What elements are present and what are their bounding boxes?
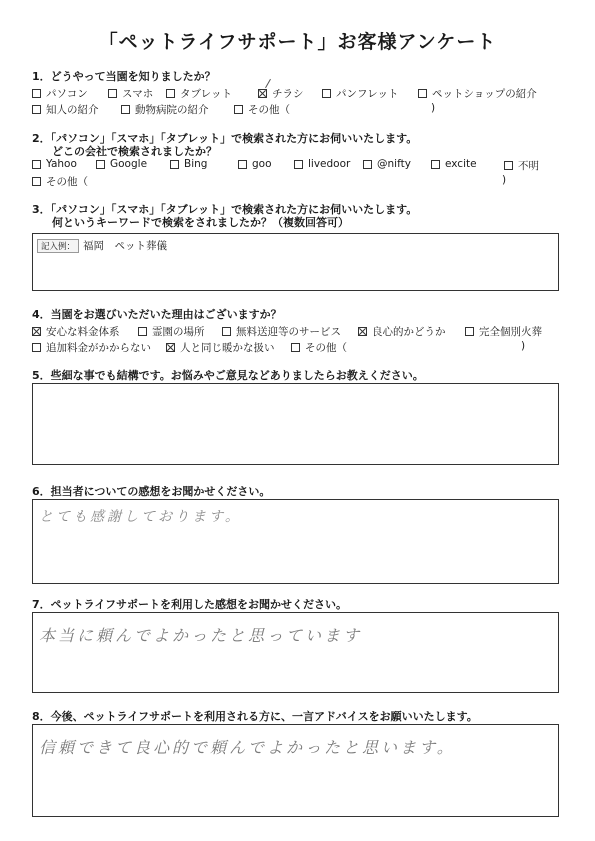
option-label: その他（ <box>46 176 88 188</box>
option-tablet[interactable] <box>166 86 232 101</box>
checkbox[interactable] <box>234 105 243 114</box>
checkbox-checked[interactable] <box>166 343 175 352</box>
option-label: 不明 <box>518 160 539 172</box>
option-no-extra-fees[interactable] <box>32 340 151 355</box>
option-label: パンフレット <box>336 88 399 100</box>
question-3-title: 3．「パソコン」「スマホ」「タブレット」で検索された方にお伺いいたします。 <box>32 203 418 216</box>
option-label: 霊園の場所 <box>152 326 205 338</box>
option-pc[interactable] <box>32 86 88 101</box>
option-label: 無料送迎等のサービス <box>236 326 341 338</box>
question-6-title: 6．担当者についての感想をお聞かせください。 <box>32 485 271 498</box>
handwritten-answer: 信頼できて良心的で頼んでよかったと思います。 <box>39 738 456 757</box>
option-label: 良心的かどうか <box>372 326 446 338</box>
option-bing[interactable] <box>170 158 207 170</box>
option-other[interactable] <box>291 340 347 355</box>
option-yahoo[interactable] <box>32 158 77 170</box>
example-text: 福岡 ペット葬儀 <box>83 240 168 252</box>
example-label: 記入例： <box>37 239 79 253</box>
checkbox[interactable] <box>166 89 175 98</box>
option-nifty[interactable] <box>363 158 411 170</box>
option-location[interactable] <box>138 324 205 339</box>
question-5-title: 5．些細な事でも結構です。お悩みやご意見などありましたらお教えください。 <box>32 369 424 382</box>
option-label: goo <box>252 158 272 170</box>
checkbox[interactable] <box>32 89 41 98</box>
question-7-answer-box[interactable] <box>32 612 559 693</box>
handwritten-answer: とても感謝しております。 <box>39 509 242 525</box>
option-free-pickup[interactable] <box>222 324 341 339</box>
other-close-paren: ) <box>502 174 507 186</box>
option-flyer[interactable] <box>258 86 304 101</box>
checkbox[interactable] <box>363 160 372 169</box>
checkbox-checked[interactable] <box>358 327 367 336</box>
option-label: パソコン <box>46 88 88 100</box>
question-6-answer-box[interactable] <box>32 499 559 584</box>
question-5-answer-box[interactable] <box>32 383 559 465</box>
checkbox[interactable] <box>238 160 247 169</box>
question-7-title: 7．ペットライフサポートを利用した感想をお聞かせください。 <box>32 598 347 611</box>
option-unknown[interactable] <box>504 158 539 173</box>
checkbox[interactable] <box>121 105 130 114</box>
checkbox[interactable] <box>291 343 300 352</box>
question-8-title: 8．今後、ペットライフサポートを利用される方に、一言アドバイスをお願いいたします。 <box>32 710 478 723</box>
checkbox[interactable] <box>465 327 474 336</box>
checkbox[interactable] <box>32 177 41 186</box>
question-3-subtitle: 何というキーワードで検索をされましたか？（複数回答可） <box>52 216 349 229</box>
question-4-options-row-2 <box>0 340 595 356</box>
checkbox-checked[interactable] <box>258 89 267 98</box>
option-google[interactable] <box>96 158 147 170</box>
checkbox[interactable] <box>504 161 513 170</box>
checkbox[interactable] <box>32 343 41 352</box>
page-title: 「ペットライフサポート」お客様アンケート <box>98 31 497 53</box>
option-label: 人と同じ暖かな扱い <box>180 342 275 354</box>
option-pet-shop[interactable] <box>418 86 537 101</box>
question-2-subtitle: どこの会社で検索されましたか？ <box>52 145 217 158</box>
option-label: Bing <box>184 158 208 170</box>
checkbox[interactable] <box>170 160 179 169</box>
question-1-title: 1．どうやって当園を知りましたか？ <box>32 70 216 83</box>
handwritten-answer: 本当に頼んでよかったと思っています <box>39 626 363 645</box>
option-label: スマホ <box>122 88 154 100</box>
question-1-options-row-2 <box>0 102 595 118</box>
option-label: 動物病院の紹介 <box>135 104 209 116</box>
question-2-title: 2．「パソコン」「スマホ」「タブレット」で検索された方にお伺いいたします。 <box>32 132 418 145</box>
checkbox[interactable] <box>294 160 303 169</box>
option-acquaintance[interactable] <box>32 102 99 117</box>
option-goo[interactable] <box>238 158 272 170</box>
option-warm-treatment[interactable] <box>166 340 275 355</box>
option-other[interactable] <box>32 174 88 189</box>
option-label: ペットショップの紹介 <box>432 88 537 100</box>
question-4-title: 4．当園をお選びいただいた理由はございますか？ <box>32 308 282 321</box>
question-8-answer-box[interactable] <box>32 724 559 817</box>
checkbox[interactable] <box>32 105 41 114</box>
option-label: その他（ <box>305 342 347 354</box>
option-label: excite <box>445 158 477 170</box>
option-smartphone[interactable] <box>108 86 153 101</box>
option-label: Yahoo <box>46 158 77 170</box>
option-label: @nifty <box>377 158 411 170</box>
option-label: その他（ <box>248 104 290 116</box>
option-label: 知人の紹介 <box>46 104 99 116</box>
option-individual-cremation[interactable] <box>465 324 542 339</box>
option-label: 完全個別火葬 <box>479 326 542 338</box>
checkbox[interactable] <box>322 89 331 98</box>
example-hint <box>37 238 167 253</box>
question-4-options-row-1 <box>0 324 595 340</box>
question-2-options-row-2 <box>0 174 595 190</box>
option-label: 追加料金がかからない <box>46 342 151 354</box>
checkbox[interactable] <box>431 160 440 169</box>
other-close-paren: ) <box>521 340 526 352</box>
checkbox[interactable] <box>32 160 41 169</box>
checkbox[interactable] <box>108 89 117 98</box>
question-2-options-row-1 <box>0 158 595 174</box>
option-safe-pricing[interactable] <box>32 324 120 339</box>
option-vet[interactable] <box>121 102 209 117</box>
checkbox[interactable] <box>418 89 427 98</box>
checkbox-checked[interactable] <box>32 327 41 336</box>
option-other[interactable] <box>234 102 290 117</box>
checkbox[interactable] <box>222 327 231 336</box>
option-excite[interactable] <box>431 158 477 170</box>
option-label: Google <box>110 158 148 170</box>
checkbox[interactable] <box>96 160 105 169</box>
option-pamphlet[interactable] <box>322 86 398 101</box>
option-label: 安心な料金体系 <box>46 326 120 338</box>
option-label: タブレット <box>180 88 232 100</box>
option-conscientious[interactable] <box>358 324 446 339</box>
option-livedoor[interactable] <box>294 158 350 170</box>
checkbox[interactable] <box>138 327 147 336</box>
question-1-options-row-1 <box>0 86 595 102</box>
option-label: チラシ <box>272 88 304 100</box>
other-close-paren: ) <box>431 102 436 114</box>
option-label: livedoor <box>308 158 351 170</box>
question-3-answer-box[interactable] <box>32 233 559 291</box>
